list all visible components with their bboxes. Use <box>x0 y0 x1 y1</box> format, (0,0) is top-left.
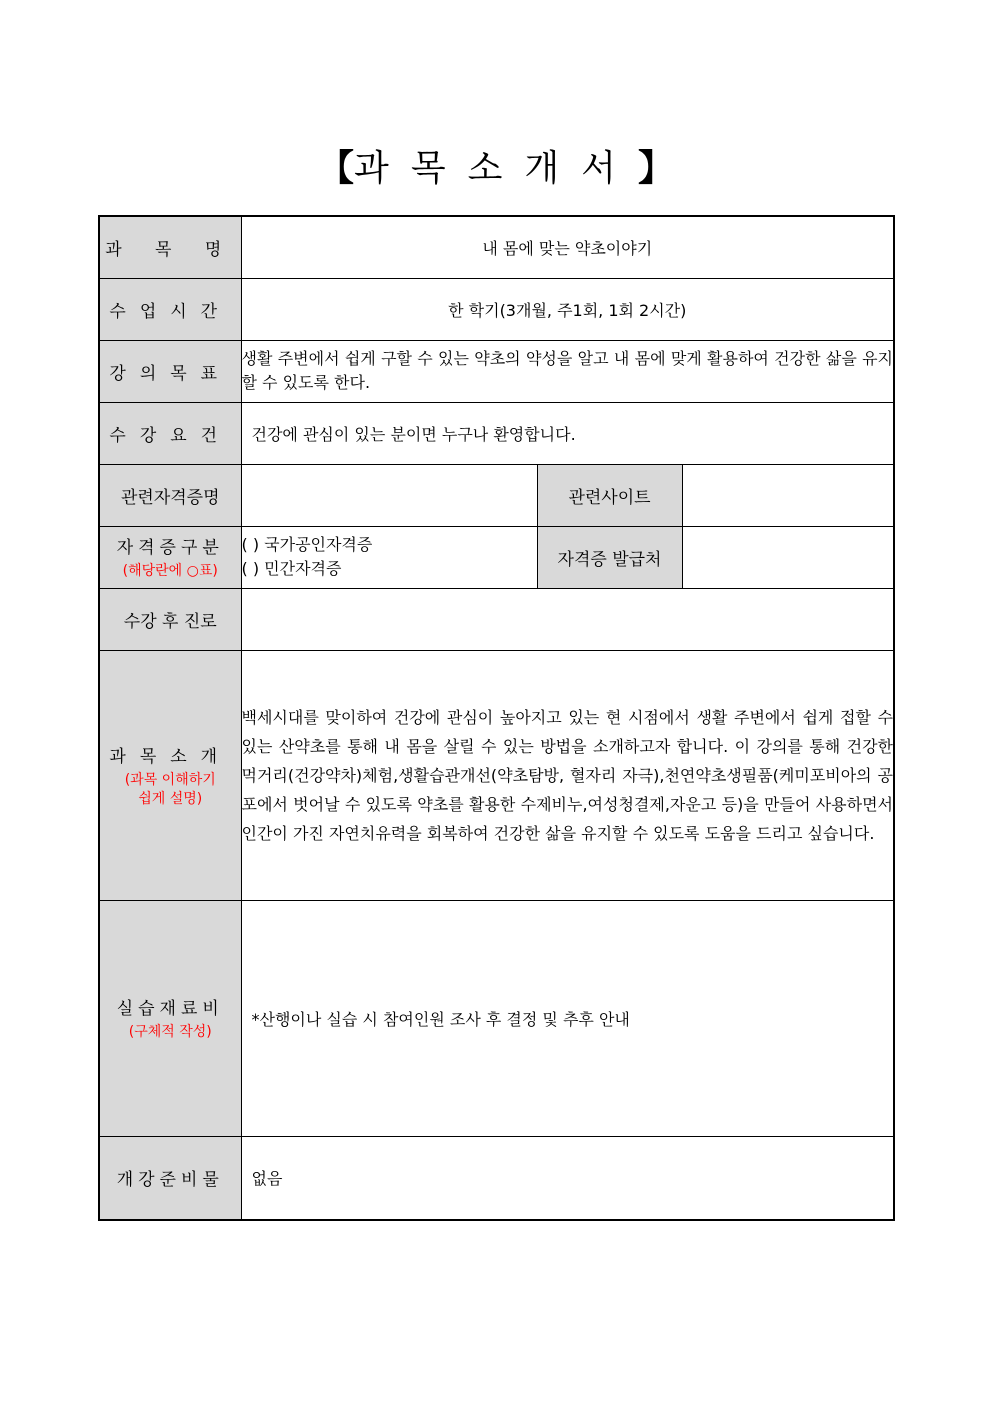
title-bracket-open: 【 <box>318 148 355 189</box>
label-preparation: 개강준비물 <box>99 1136 241 1220</box>
option-national-cert: ( ) 국가공인자격증 <box>241 535 373 554</box>
label-requirement: 수강요건 <box>99 402 241 464</box>
value-requirement: 건강에 관심이 있는 분이면 누구나 환영합니다. <box>241 402 894 464</box>
row-objective <box>99 340 894 402</box>
value-intro: 백세시대를 맞이하여 건강에 관심이 높아지고 있는 현 시점에서 생활 주변에서 쉽게 접할 수 있는 산약초를 통해 내 몸을 살릴 수 있는 방법을 소개하고자 합니다. 이 강의를 통해 건강한 먹거리(건강약차)체험,생활습관개선(약초탐방, 혈자리 자극),천연약초생필품(케미포비아의 공포에서 벗어날 수 있도록 약초를 활용한 수제비누,여성청결제,자운고 등)을 만들어 사용하면서 인간이 가진 자연치유력을 회복하여 건강한 삶을 유지할 수 있도록 도움을 드리고 싶습니다. <box>241 650 894 900</box>
label-objective: 강의목표 <box>99 340 241 402</box>
document-title <box>0 140 992 191</box>
value-certificate <box>241 464 537 526</box>
row-preparation <box>99 1136 894 1220</box>
label-cert-type: 자격증구분 (해당란에 ○표) <box>99 526 241 588</box>
label-certificate: 관련자격증명 <box>99 464 241 526</box>
course-form-table <box>98 215 895 1221</box>
label-related-site: 관련사이트 <box>537 464 682 526</box>
row-cert-type <box>99 526 894 588</box>
label-cert-issuer: 자격증 발급처 <box>537 526 682 588</box>
label-course-name: 과 목 명 <box>99 216 241 278</box>
value-preparation: 없음 <box>241 1136 894 1220</box>
sublabel-intro: (과목 이해하기 쉽게 설명) <box>124 772 216 807</box>
value-material-fee: *산행이나 실습 시 참여인원 조사 후 결정 및 추후 안내 <box>241 900 894 1136</box>
value-related-site <box>682 464 894 526</box>
option-private-cert: ( ) 민간자격증 <box>241 559 342 578</box>
value-objective: 생활 주변에서 쉽게 구할 수 있는 약초의 약성을 알고 내 몸에 맞게 활용하여 건강한 삶을 유지할 수 있도록 한다. <box>241 340 894 402</box>
value-cert-type <box>241 526 537 588</box>
row-intro <box>99 650 894 900</box>
title-bracket-close: 】 <box>637 148 674 189</box>
value-class-time: 한 학기(3개월, 주1회, 1회 2시간) <box>241 278 894 340</box>
value-career <box>241 588 894 650</box>
title-text: 과목소개서 <box>354 148 638 189</box>
row-course-name <box>99 216 894 278</box>
row-certificate <box>99 464 894 526</box>
sublabel-cert-type: (해당란에 ○표) <box>122 563 218 580</box>
label-career: 수강 후 진로 <box>99 588 241 650</box>
label-class-time: 수업시간 <box>99 278 241 340</box>
row-class-time <box>99 278 894 340</box>
value-course-name: 내 몸에 맞는 약초이야기 <box>241 216 894 278</box>
row-career <box>99 588 894 650</box>
row-material-fee <box>99 900 894 1136</box>
row-requirement <box>99 402 894 464</box>
label-material-fee: 실습재료비 (구체적 작성) <box>99 900 241 1136</box>
label-intro: 과목소개 (과목 이해하기 쉽게 설명) <box>99 650 241 900</box>
value-cert-issuer <box>682 526 894 588</box>
sublabel-material-fee: (구체적 작성) <box>128 1024 212 1041</box>
